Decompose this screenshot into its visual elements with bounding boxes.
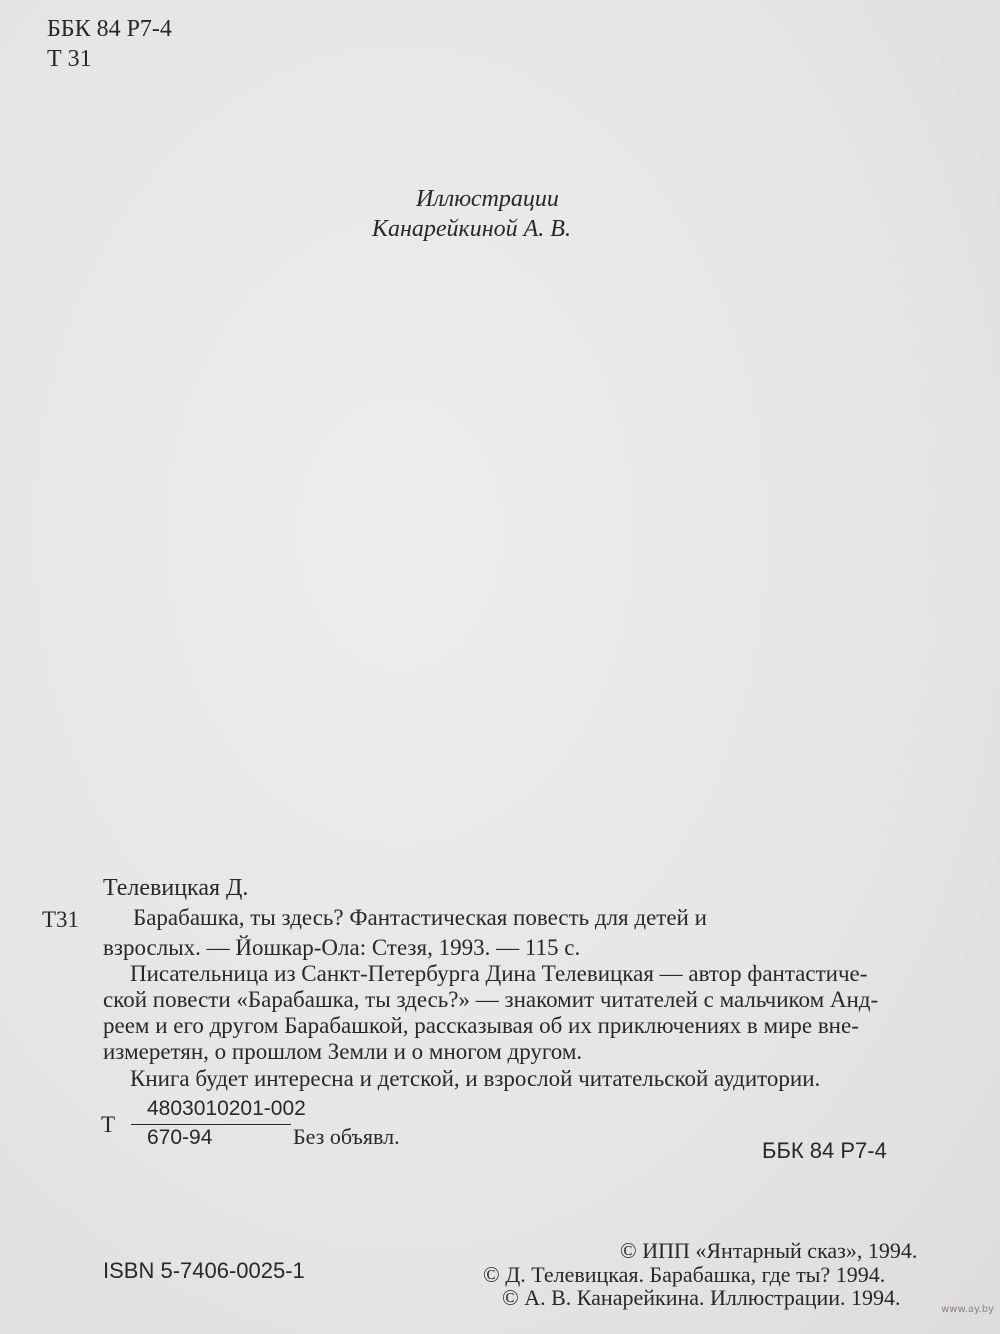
code-denominator: 670-94 <box>147 1126 213 1149</box>
catalog-line: взрослых. — Йошкар-Ола: Стезя, 1993. — 115 с. <box>103 935 581 960</box>
catalog-author: Телевицкая Д. <box>103 875 249 901</box>
catalog-line: измеретян, о прошлом Земли и о многом другом. <box>103 1039 583 1064</box>
copyright-line: © ИПП «Янтарный сказ», 1994. <box>620 1238 918 1263</box>
catalog-line: ской повести «Барабашка, ты здесь?» — знакомит читателей с мальчиком Анд- <box>103 987 879 1012</box>
code-numerator: 4803010201-002 <box>147 1097 306 1120</box>
isbn: ISBN 5-7406-0025-1 <box>103 1258 305 1283</box>
catalog-line: Писательница из Санкт-Петербурга Дина Телевицкая — автор фантастиче- <box>130 961 868 986</box>
catalog-line: Барабашка, ты здесь? Фантастическая повесть для детей и <box>133 905 707 930</box>
author-index-top: Т 31 <box>47 46 92 72</box>
catalog-line: реем и его другом Барабашкой, рассказывая об их приключениях в мире вне- <box>103 1013 859 1038</box>
code-letter: Т <box>101 1112 116 1137</box>
price-note: Без объявл. <box>293 1124 400 1149</box>
bbk-code-bottom: ББК 84 Р7-4 <box>762 1138 887 1163</box>
illustrator-name: Канарейкиной А. В. <box>372 216 571 242</box>
site-watermark: www.ay.by <box>941 1304 994 1315</box>
copyright-line: © А. В. Канарейкина. Иллюстрации. 1994. <box>502 1285 901 1310</box>
bbk-code-top: ББК 84 Р7-4 <box>47 16 172 42</box>
fraction-rule <box>131 1124 291 1125</box>
copyright-line: © Д. Телевицкая. Барабашка, где ты? 1994. <box>483 1262 886 1287</box>
catalog-mark: Т31 <box>42 907 80 932</box>
catalog-line: Книга будет интересна и детской, и взрослой читательской аудитории. <box>130 1066 821 1091</box>
illustrations-label: Иллюстрации <box>416 186 559 212</box>
